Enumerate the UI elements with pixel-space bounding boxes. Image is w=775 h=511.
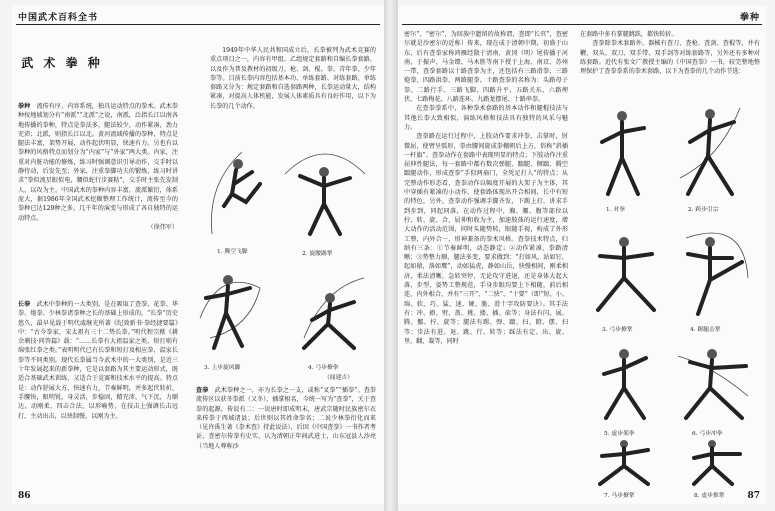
chaquan-continued-p1: 密尔”、“密尔”，为回族中遗留的故称谓，查即“长官”，查密尔就是沙密尔的近称）传来，现在成于清朝中期，初盛于山东、后有查拳家称鸿雁经散于清南，黄冈（明）尾传播于河南，于振声、马金镖、马木胜等南下授于上海、南京、苏州一带，查拳套路以十路查拳为主，还包括有三路滑拳、三路炮拳、四路洪拳、两路腿拳。十路查拳的名称为：头路母子拳、二路行手、三路飞脚、四路升平、五路关东、六路埋伏、七路梅花、八路连环、九路龙摆尾、十路串拳。 <box>404 31 568 104</box>
chaquan-right-top: 在套路中多有掌腿跳跃，都快转折。 <box>580 31 678 38</box>
caption-changquan-3: 3. 上步旋风脚 <box>204 365 241 371</box>
entry-changquan <box>18 300 178 421</box>
changquan-continued-text: 1949年中华人民共和国成立后，长拳被列为武术竞赛的重点项目之一，内容有甲组、乙组规定套路和自编长拳套路，以及作为普及教材的初级刀、枪、剑、棍、拳、青年拳、少年拳等。目前长拳内容包括基本功、单练套路、对练套路，单练套路又分为：规定套路和自选套路两种，长拳运动量大，结构紧凑，对提高人体机能，发展人体素质具有良好作用，以下为长拳的几个动作。 <box>210 47 376 110</box>
entry-head-quanzhong: 拳种 <box>18 103 31 110</box>
figure-chaquan-5 <box>584 340 664 426</box>
figure-chaquan-1 <box>588 102 658 202</box>
figure-chaquan-8 <box>674 438 754 488</box>
figure-changquan-1 <box>202 144 272 244</box>
caption-changquan-1: 1. 腾空飞脚 <box>217 249 248 255</box>
entry-quanzhong <box>18 102 178 232</box>
caption-chaquan-2: 2. 跨步引宗 <box>688 207 719 213</box>
changquan-continued <box>210 46 376 111</box>
figure-chaquan-4 <box>674 218 758 322</box>
caption-chaquan-5: 5. 虚步架拳 <box>604 431 635 437</box>
figure-changquan-2 <box>280 134 370 244</box>
figure-chaquan-2 <box>670 98 750 202</box>
chaquan-right-column <box>580 30 760 76</box>
caption-chaquan-6: 6. 弓步冲拳 <box>692 431 723 437</box>
entry-chaquan <box>196 386 376 451</box>
left-page <box>12 6 384 504</box>
chaquan-right-p3: 查拳除拳术套路外，器械有查刀、查枪、查剑、查棍等，并有鞭、双头、双刀、双手带、双手剑等对练套路等，另外还有多种对练套路。近代有张文广教授主编的《中国查拳》一书，较完整地整理保护了查拳拳系的拳术套路，以下为查拳的几个动作节选： <box>580 40 760 76</box>
entry-body-changquan: 武术中拳种的一大类别。是在吸取了查拳、花拳、华拳、炮拳、少林拳诸拳种之长的基础上形成的。“长拳”历史悠久，最早见载于明代戚继光所著《纪效新书·拳经捷要篇》中：“古今拳家，宋太祖有三十二势长拳。”明代程宗猷《耕余剩技·问答篇》载：“……长拳有大祖温家之类，短打则有绵张红拳之类。”表明明代已有长拳和短打及相应拳，温家长拳等不同类别。现代长拳属当今武术中的一大类别，是近三十年发展起来的新拳种，它是以套路为其主要运动形式，既适合基础武术训练，又适合于竞赛和技术水平的提高。特点是：动作舒展大方，快速有力，节奏鲜明，并多起伏转折，手腰快，眼明锐，身灵活，步稳固，精充沛，气下沉，力顺达，动刚柔，四击合法，以形喻势，在技击上强调长击远打，主动出击，以快制慢，以刚为主。 <box>18 301 178 420</box>
caption-changquan-2: 2. 旋腰踢掌 <box>302 251 333 257</box>
running-head-right: 拳种 <box>739 13 760 23</box>
figure-chaquan-3 <box>584 220 668 320</box>
header-rule-right <box>402 24 762 25</box>
caption-chaquan-7: 7. 马步撩掌 <box>604 493 635 499</box>
caption-changquan-4: 4. 弓步撩拳 <box>308 365 339 371</box>
entry-body-quanzhong: 流传有序，内容系统，独具运动特点的拳术。武术拳种按地域划分有“南派”“北派”之说，南派，泛指长江以南各地传播的拳种，特点是拳法多，腿法较少，动作紧凑，劲力充沛；北派，则指长江以北。黄河流域传播的拳种，特点是腿法丰富，架势开展，动作起伏明显，快速有力。另也有以拳种的风格特点而划分为“内家”与“外家”两大类。内家，注重对内脏功能的修炼，练习时强调意识引导动作，交手时以静待动，后发先至；外家，注重拳脚功夫的锻炼，练习时讲求“拳似流星眼似电，腰似蛇行步赛粘”，交手时主张先发制人，以攻为主。中国武术的拳种内容丰富，流派繁衍，体系庞大，据1986年全国武术挖掘整理工作统计，流传至今的拳种已达129种之多，几千年的演变与形成了各自独特的运动特点。 <box>18 103 178 222</box>
figure-chaquan-6 <box>672 336 756 426</box>
chaquan-continued <box>404 30 568 346</box>
figure-changquan-3 <box>190 258 270 358</box>
chaquan-continued-p2: 在查拳拳系中，各种拳术套路的基本动作和腿棍技法与其他长拳大致相似，演练风格和技法具有独特的风采与魅力。 <box>404 105 568 131</box>
entry-body-chaquan: 武术拳种之一，亦为长拳之一支，或称“叉拳”“插拳”。查拳流传区以获冬拳派（又冬），插掌相名，今统一写为“查拳”，关于查拳的起源，传说有二：一说唐时即成明末，唐武宗随时民族密尔衣来传拳于西域诸县；后世则以其姓命拳名；二说少林拳衍化而来（见许禹生著《拳术查》持此说法），后因《中国查拳》一书作者考证，查密尔传拳有史实，认为清朝正年间武进士，山东冠县人沙亮（当地人尊称沙 <box>196 387 377 450</box>
caption-chaquan-3: 3. 弓步撩掌 <box>602 327 633 333</box>
page-title: 武 术 拳 种 <box>21 56 103 70</box>
caption-chaquan-1: 1. 对拳 <box>606 207 625 213</box>
caption-changquan-4-note: （闻建吉） <box>324 375 353 381</box>
book-gutter <box>384 0 398 511</box>
entry-head-changquan: 长拳 <box>18 301 31 308</box>
header-rule-left <box>16 24 380 25</box>
folio-left: 86 <box>18 491 31 501</box>
entry-author-quanzhong: （徐伟军） <box>147 223 178 231</box>
running-head-left: 中国武术百科全书 <box>18 13 99 23</box>
caption-chaquan-4: 4. 踢腿击掌 <box>690 327 721 333</box>
chaquan-continued-p3: 查拳路在运行过程中，上肢动作要求冲拳、击掌时，肘微屈，使臂呈弧形，拳由腰间旋成拳棚朝后上方，俗称“斜插一杆旗”。查拳动作在套路中表现明显的特点；下肢动作注重屈伸性腿法，每一套路中都有数次弹腿、踹腿、侧踹、腾空踹腿动作，形成查拳“手似两扇门，全凭足打人”的特点；从完整动作形态看，查拳动作以幅度开展的大架子为主体，其中穿插有紧凑的小动作，使套路体现出开合相间，长中有短的特色，另外，查拳动作强调手脚齐发，下踢上打，讲求手到步到，同起同落，在动作过程中，胸、腰、腹等部位以拧、转、旋、合、屈伸和收为主，加速肢体的运行速度，增大动作的活动范围，同时头随势转，眼随手视，构成了外形工整，内外合一，形神兼备的拳术风格。查拳技术特点，归纳有三条：①节奏鲜明，动态静定；②动作紧凑，拳路清晰；③势整力顺，腿法多变，要求做到：“打如风，站如钉，起如猿，落如鹰”，动如猛虎，静如山岳，快慢相间，刚柔相济，柔法清晰，急转突停，无论攻守进退，还是身体大起大落，步型、姿势工整规范，手身步眼均要上下相随，前后相连，内外相合，并有“三开”、“二快”、“十要”（即“短、小、绵、软、巧、猛、速、硬、脆、滑十字攻防要诀）。其手法有：冲、撩、劈、盖、挑、搂、插、砍等；身法有闪、展、腾、挪、拧、旋等；腿法有踢、弹、踹、扫、蹬、摆、扫等；步法有进、退、跳、行、转等；踩法有定、出、旋、里、翻、凝等，同时 <box>404 133 568 345</box>
folio-right: 87 <box>747 491 760 501</box>
caption-chaquan-8: 8. 虚步推掌 <box>694 493 725 499</box>
entry-head-chaquan: 查拳 <box>196 387 209 394</box>
figure-changquan-4 <box>284 268 374 358</box>
right-page <box>398 6 766 504</box>
figure-chaquan-7 <box>584 438 664 488</box>
